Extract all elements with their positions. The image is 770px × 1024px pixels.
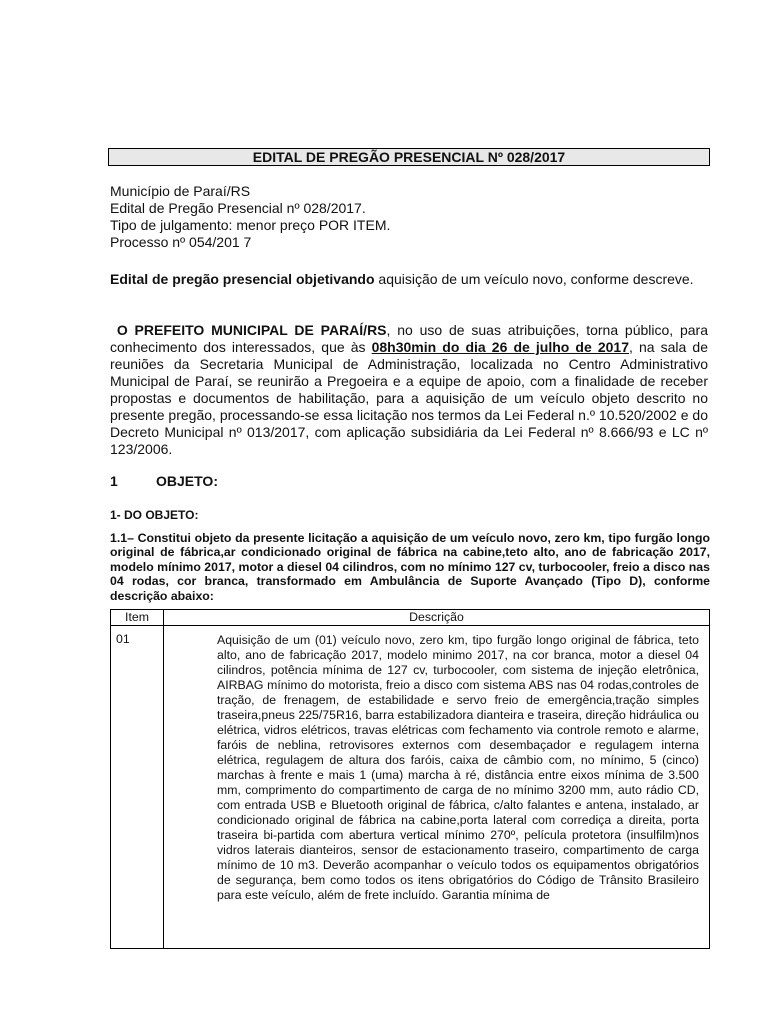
header-item: Item bbox=[111, 610, 164, 626]
intro-rest: aquisição de um veículo novo, conforme descreve. bbox=[374, 271, 694, 287]
prefeito-part1: , no uso de suas atribuições, torna público, para conhecimento dos interessados, que às bbox=[110, 322, 709, 355]
section-number: 1 bbox=[110, 473, 118, 489]
section-objeto-heading bbox=[110, 473, 218, 489]
cell-descricao bbox=[164, 626, 710, 949]
objeto-paragraph: 1.1– Constitui objeto da presente licitação a aquisição de um veículo novo, zero km, tipo furgão longo original de fábrica,ar condicionado original de fábrica na cabine,teto alto, ano de fabricação 2017, modelo mínimo 2017, motor a diesel 04 cilindros, com no mínimo 127 cv, turbocooler, freio a disco nas 04 rodas, cor branca, transformado em Ambulância de Suporte Avançado (Tipo D), conforme descrição abaixo: bbox=[110, 531, 710, 603]
prefeito-bold: O PREFEITO MUNICIPAL DE PARAÍ/RS bbox=[116, 322, 387, 338]
processo-line: Processo nº 054/201 7 bbox=[110, 234, 252, 250]
descricao-text: Aquisição de um (01) veículo novo, zero km, tipo furgão longo original de fábrica, teto alto, ano de fabricação 2017, modelo minimo 2017, na cor branca, motor a diesel 04 cilindros, potência mínima de 127 cv, turbocooler, com sistema de injeção eletrônica, AIRBAG mínimo do motorista, freio a disco com sistema ABS nas 04 rodas,controles de tração, de frenagem, de estabilidade e servo freio de emergência,tração simples traseira,pneus 225/75R16, barra estabilizadora dianteira e traseira, direção hidráulica ou elétrica, vidros elétricos, travas elétricas com fechamento via controle remoto e alarme, faróis de neblina, retrovisores externos com desembaçador e regulagem interna elétrica, regulagem de altura dos faróis, caixa de câmbio com, no mínimo, 5 (cinco) marchas à frente e mais 1 (uma) marcha à ré, distância entre eixos mínima de 3.500 mm, comprimento do compartimento de carga de no mínimo 3200 mm, auto rádio CD, com entrada USB e Bluetooth original de fábrica, c/alto falantes e antena, instalado, ar condicionado original de fábrica na cabine,porta lateral com corrediça a direita, porta traseira bi-partida com abertura vertical mínimo 270º, película protetora (insulfilm)nos vidros laterais dianteiros, sensor de estacionamento traseiro, compartimento de carga mínimo de 10 m3. Deverão acompanhar o veículo todos os equipamentos obrigatórios de segurança, bem como todos os itens obrigatórios do Código de Trânsito Brasileiro para este veículo, além de frete incluído. Garantia mínima de bbox=[217, 633, 699, 902]
edital-line: Edital de Pregão Presencial nº 028/2017. bbox=[110, 200, 366, 216]
cell-item: 01 bbox=[111, 626, 164, 949]
document-title: EDITAL DE PREGÃO PRESENCIAL Nº 028/2017 bbox=[108, 148, 710, 166]
tipo-julgamento-line: Tipo de julgamento: menor preço POR ITEM. bbox=[110, 217, 391, 233]
prefeito-paragraph bbox=[110, 322, 708, 458]
municipio-line: Município de Paraí/RS bbox=[110, 183, 251, 199]
session-date: 08h30min do dia 26 de julho de 2017 bbox=[371, 339, 629, 355]
items-table bbox=[110, 609, 710, 949]
prefeito-part2: , na sala de reuniões da Secretaria Municipal de Administração, localizada no Centro Administrativo Municipal de Paraí, se reunirão a Pregoeira e a equipe de apoio, com a finalidade de receber propostas e documentos de habilitação, para a aquisição de um veículo objeto descrito no presente pregão, processando-se essa licitação nos termos da Lei Federal n.º 10.520/2002 e do Decreto Municipal nº 013/2017, com aplicação subsidiária da Lei Federal nº 8.666/93 e LC nº 123/2006. bbox=[110, 339, 708, 457]
header-descricao: Descrição bbox=[164, 610, 710, 626]
intro-bold: Edital de pregão presencial objetivando bbox=[110, 271, 375, 287]
do-objeto-heading: 1- DO OBJETO: bbox=[110, 508, 199, 522]
intro-paragraph bbox=[110, 271, 708, 288]
section-label: OBJETO: bbox=[156, 473, 218, 489]
table-header-row bbox=[111, 610, 710, 626]
table-row bbox=[111, 626, 710, 949]
document-header bbox=[110, 183, 390, 251]
